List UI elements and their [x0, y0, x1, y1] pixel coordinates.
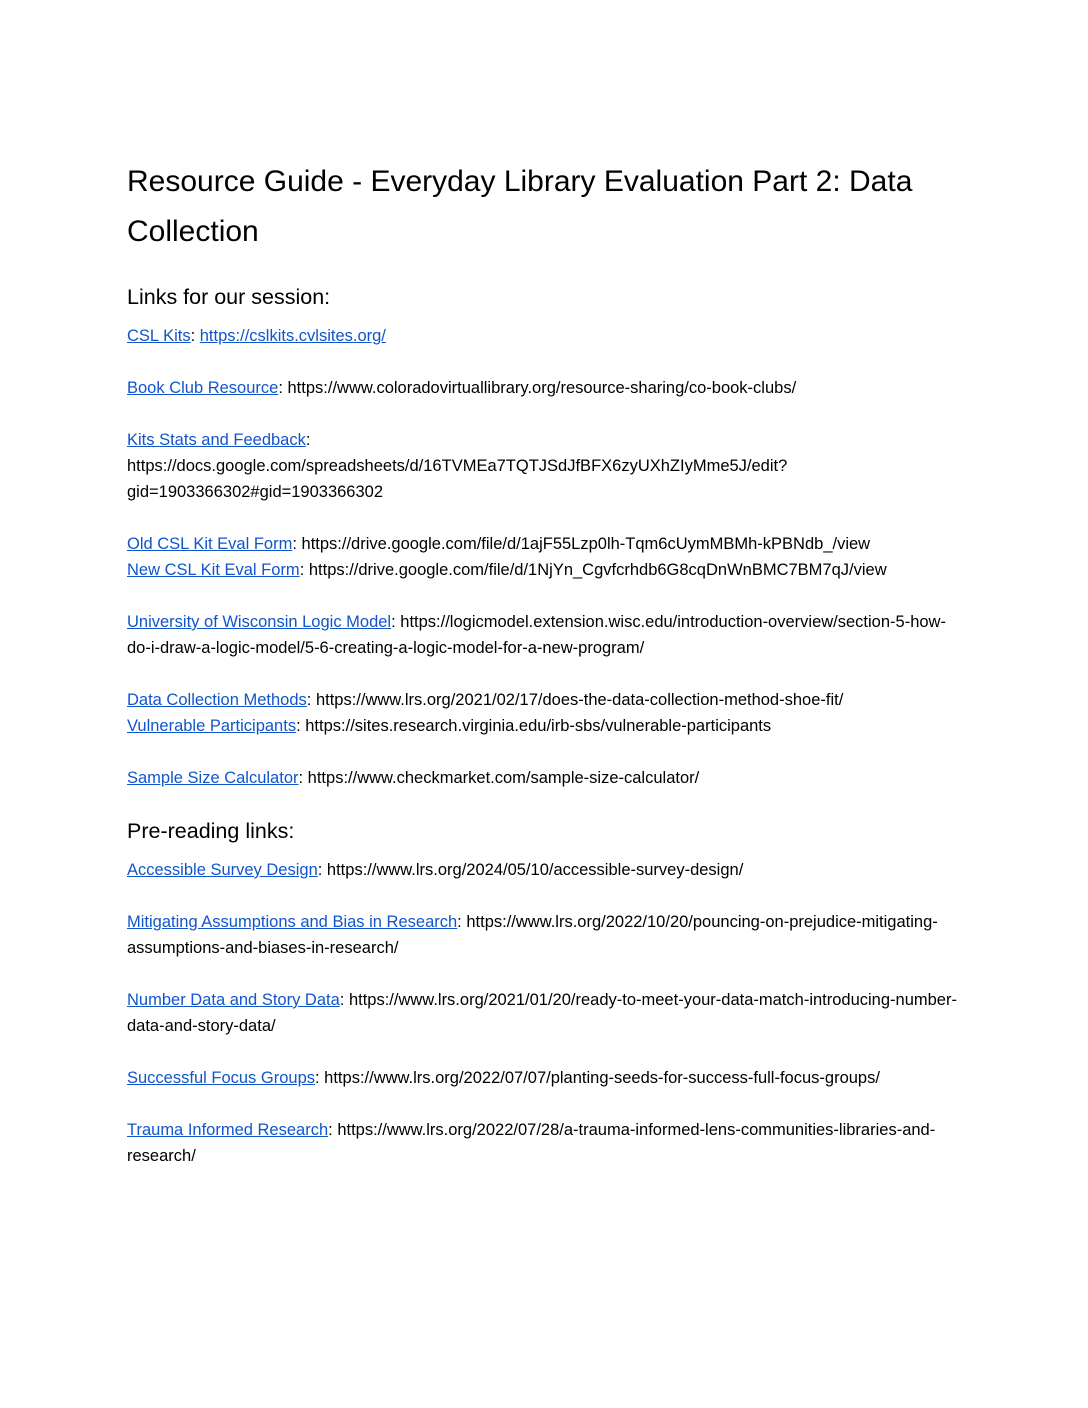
paragraph-group-focus-groups [127, 1065, 965, 1091]
label-separator: : [278, 379, 288, 397]
accessible-survey-design-url-text: https://www.lrs.org/2024/05/10/accessible-survey-design/ [326, 861, 744, 879]
sample-size-calculator-url-text: https://www.checkmarket.com/sample-size-calculator/ [307, 769, 700, 787]
resource-line-mitigating-bias [127, 909, 965, 961]
label-separator: : [457, 913, 467, 931]
number-data-story-data-link[interactable]: Number Data and Story Data [127, 991, 340, 1009]
label-separator: : [391, 613, 401, 631]
section-heading-pre-reading: Pre-reading links: [127, 819, 295, 843]
vulnerable-participants-link[interactable]: Vulnerable Participants [127, 717, 297, 735]
paragraph-group-mitigating-bias [127, 909, 965, 961]
document-content [127, 157, 965, 1169]
paragraph-group-accessible-survey [127, 857, 965, 883]
label-separator: : [315, 1069, 325, 1087]
sample-size-calculator-link[interactable]: Sample Size Calculator [127, 769, 299, 787]
book-club-resource-url-text: https://www.coloradovirtuallibrary.org/resource-sharing/co-book-clubs/ [287, 379, 797, 397]
resource-line-old-eval-form [127, 531, 965, 557]
resource-line-book-club [127, 375, 965, 401]
csl-kits-link[interactable]: CSL Kits [127, 327, 191, 345]
paragraph-group-logic-model [127, 609, 965, 661]
label-separator: : [339, 991, 349, 1009]
book-club-resource-link[interactable]: Book Club Resource [127, 379, 279, 397]
resource-line-data-collection-methods [127, 687, 965, 713]
label-separator: : [190, 327, 200, 345]
resource-line-accessible-survey [127, 857, 965, 883]
label-separator: : [299, 561, 309, 579]
trauma-informed-research-url-text: https://www.lrs.org/2022/07/28/a-trauma-informed-lens-communities-libraries-and-research/ [127, 1121, 936, 1165]
uw-logic-model-url-text: https://logicmodel.extension.wisc.edu/introduction-overview/section-5-how-do-i-draw-a-logic-model/5-6-creating-a-logic-model-for-a-new-program/ [127, 613, 946, 657]
data-collection-methods-link[interactable]: Data Collection Methods [127, 691, 307, 709]
paragraph-group-sample-size [127, 765, 965, 791]
uw-logic-model-link[interactable]: University of Wisconsin Logic Model [127, 613, 392, 631]
paragraph-group-kits-stats [127, 427, 965, 505]
label-separator: : [317, 861, 327, 879]
paragraph-group-number-story-data [127, 987, 965, 1039]
paragraph-group-book-club [127, 375, 965, 401]
new-csl-kit-eval-form-url-text: https://drive.google.com/file/d/1NjYn_Cgvfcrhdb6G8cqDnWnBMC7BM7qJ/view [308, 561, 887, 579]
new-csl-kit-eval-form-link[interactable]: New CSL Kit Eval Form [127, 561, 300, 579]
old-csl-kit-eval-form-link[interactable]: Old CSL Kit Eval Form [127, 535, 293, 553]
trauma-informed-research-link[interactable]: Trauma Informed Research [127, 1121, 329, 1139]
resource-line-sample-size [127, 765, 965, 791]
resource-line-new-eval-form [127, 557, 965, 583]
kits-stats-feedback-link[interactable]: Kits Stats and Feedback [127, 431, 306, 449]
resource-line-number-story-data [127, 987, 965, 1039]
mitigating-assumptions-bias-url-text: https://www.lrs.org/2022/10/20/pouncing-on-prejudice-mitigating-assumptions-and-biases-in-research/ [127, 913, 938, 957]
kits-stats-feedback-url-text: https://docs.google.com/spreadsheets/d/16TVMEa7TQTJSdJfBFX6zyUXhZIyMme5J/edit?gid=1903366302#gid=1903366302 [127, 457, 788, 501]
paragraph-group-eval-forms [127, 531, 965, 583]
section-heading-session-links: Links for our session: [127, 285, 331, 309]
label-separator: : [328, 1121, 338, 1139]
label-separator: : [296, 717, 306, 735]
label-separator: : [292, 535, 302, 553]
document-title: Resource Guide - Everyday Library Evaluation Part 2: Data Collection [127, 165, 913, 248]
label-separator: : [306, 691, 316, 709]
resource-line-trauma-informed [127, 1117, 965, 1169]
vulnerable-participants-url-text: https://sites.research.virginia.edu/irb-sbs/vulnerable-participants [305, 717, 772, 735]
resource-line-logic-model [127, 609, 965, 661]
accessible-survey-design-link[interactable]: Accessible Survey Design [127, 861, 318, 879]
resource-line-kits-stats [127, 427, 965, 505]
resource-line-vulnerable-participants [127, 713, 965, 739]
paragraph-group-csl-kits [127, 323, 965, 349]
paragraph-group-trauma-informed [127, 1117, 965, 1169]
resource-line-csl-kits [127, 323, 965, 349]
mitigating-assumptions-bias-link[interactable]: Mitigating Assumptions and Bias in Research [127, 913, 458, 931]
old-csl-kit-eval-form-url-text: https://drive.google.com/file/d/1ajF55Lzp0lh-Tqm6cUymMBMh-kPBNdb_/view [301, 535, 871, 553]
successful-focus-groups-link[interactable]: Successful Focus Groups [127, 1069, 315, 1087]
csl-kits-url-link[interactable]: https://cslkits.cvlsites.org/ [199, 327, 386, 345]
paragraph-group-data-collection [127, 687, 965, 739]
successful-focus-groups-url-text: https://www.lrs.org/2022/07/07/planting-seeds-for-success-full-focus-groups/ [324, 1069, 880, 1087]
label-separator: : [298, 769, 308, 787]
resource-line-focus-groups [127, 1065, 965, 1091]
label-separator: : [305, 431, 311, 449]
data-collection-methods-url-text: https://www.lrs.org/2021/02/17/does-the-data-collection-method-shoe-fit/ [315, 691, 844, 709]
number-data-story-data-url-text: https://www.lrs.org/2021/01/20/ready-to-meet-your-data-match-introducing-number-data-and-story-data/ [127, 991, 957, 1035]
